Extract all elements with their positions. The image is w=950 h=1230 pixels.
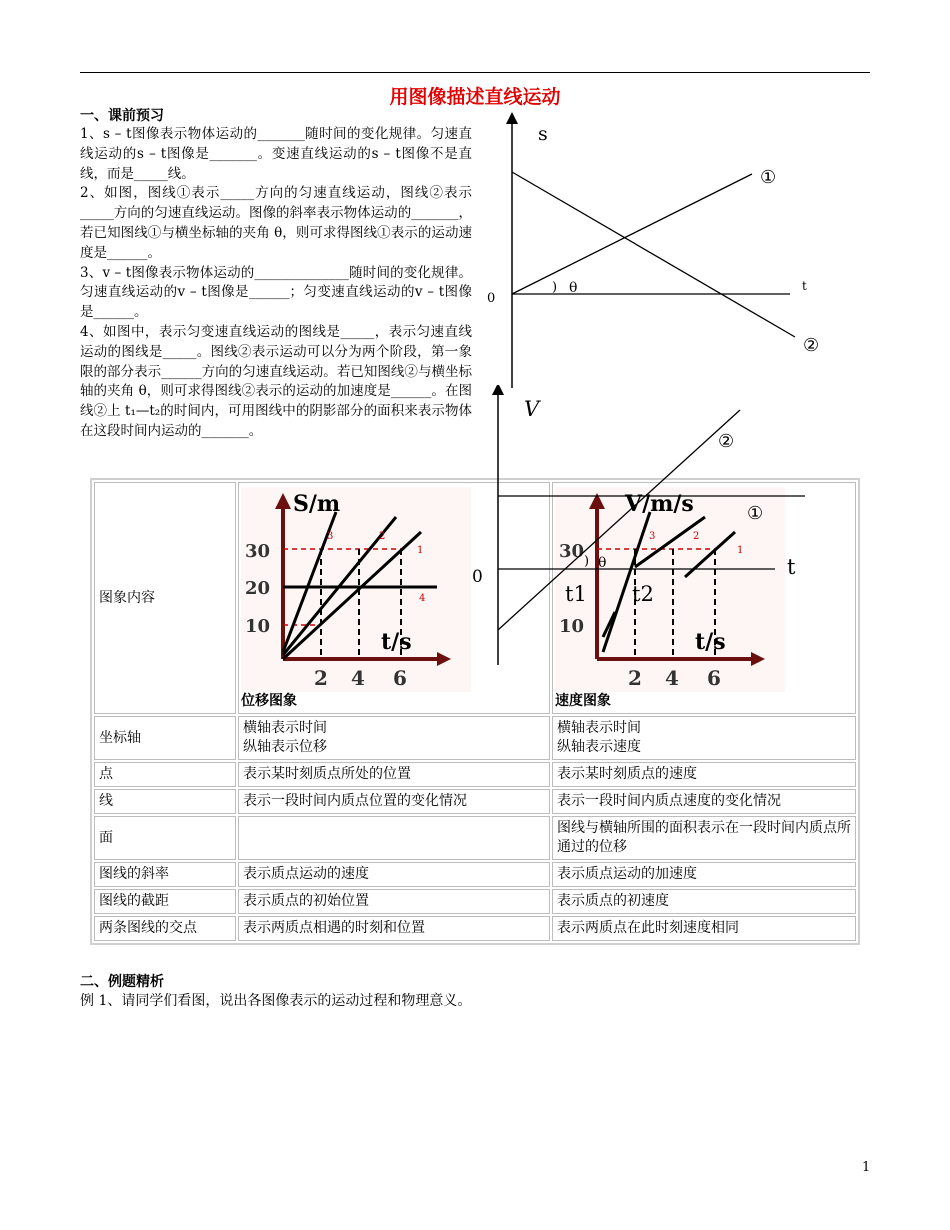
st-angle: θ	[569, 280, 578, 296]
st-line-2-label: ②	[803, 335, 820, 356]
st-angle-arc: )	[552, 280, 558, 295]
st-origin: 0	[487, 291, 496, 306]
vt-angle: θ	[598, 555, 607, 571]
st-line-1-label: ①	[760, 167, 777, 188]
disp-cell: 表示某时刻质点所处的位置	[238, 762, 550, 787]
disp-x-label: t/s	[381, 629, 412, 655]
page-number: 1	[862, 1160, 871, 1175]
vt-angle-arc: )	[584, 554, 590, 569]
table-row	[94, 762, 856, 787]
disp-y-label: S/m	[293, 491, 341, 517]
disp-line-label: 1	[417, 545, 424, 556]
row-label: 图线的截距	[94, 889, 236, 914]
disp-x-tick: 2	[314, 666, 328, 690]
disp-x-tick: 4	[351, 666, 365, 690]
page-title: 用图像描述直线运动	[389, 86, 561, 108]
table-row	[94, 862, 856, 887]
vel-cell: 表示质点运动的加速度	[552, 862, 856, 887]
question-2: 2、如图，图线①表示_____方向的匀速直线运动，图线②表示_____方向的匀速直线运动。图像的斜率表示物体运动的_______，若已知图线①与横坐标轴的夹角 θ，则可求得图线①表示的运动速度是______。	[80, 185, 472, 261]
disp-x-tick: 6	[393, 666, 407, 690]
row-label: 图线的斜率	[94, 862, 236, 887]
row-label: 点	[94, 762, 236, 787]
vel-x-tick: 6	[707, 666, 721, 690]
vel-cell: 图线与横轴所围的面积表示在一段时间内质点所通过的位移	[552, 816, 856, 860]
disp-cell: 表示一段时间内质点位置的变化情况	[238, 789, 550, 814]
table-row	[94, 789, 856, 814]
disp-cell: 表示质点运动的速度	[238, 862, 550, 887]
row-label: 面	[94, 816, 236, 860]
section-heading-examples: 二、例题精析	[80, 974, 164, 990]
vel-y-tick: 10	[559, 616, 585, 637]
vt-origin: 0	[472, 567, 483, 587]
st-line-2	[512, 172, 795, 337]
vel-y-label: V/m/s	[625, 491, 694, 517]
disp-cell: 横轴表示时间 纵轴表示位移	[238, 716, 550, 760]
table-row	[94, 916, 856, 941]
vt-t2-label: t2	[632, 582, 654, 606]
vel-cell: 表示两质点在此时刻速度相同	[552, 916, 856, 941]
example-1: 例 1、请同学们看图，说出各图像表示的运动过程和物理意义。	[80, 993, 472, 1009]
disp-y-tick: 20	[245, 578, 271, 599]
vel-x-tick: 2	[628, 666, 642, 690]
disp-header: 位移图象	[241, 693, 297, 709]
st-x-label: t	[802, 279, 807, 293]
disp-y-tick: 10	[245, 616, 271, 637]
table-row	[94, 716, 856, 760]
vt-x-label: t	[787, 555, 796, 579]
st-line-1	[512, 174, 752, 294]
vt-line-1-label: ①	[747, 503, 764, 524]
disp-cell: 表示质点的初始位置	[238, 889, 550, 914]
table-row	[94, 816, 856, 860]
vel-y-tick: 30	[559, 541, 585, 562]
question-4: 4、如图中，表示匀变速直线运动的图线是_____，表示匀速直线运动的图线是_____。图线②表示运动可以分为两个阶段，第一象限的部分表示______方向的匀速直线运动。若已知图线②与横坐标轴的夹角 θ，则可求得图线②表示的运动的加速度是______。在图线②上 t₁—t₂的时间内，可用图线中的阴影部分的面积来表示物体在这段时间内运动的_______。	[80, 323, 472, 439]
vt-line-2	[498, 410, 740, 630]
disp-line-label: 2	[379, 531, 386, 542]
disp-graph-image	[241, 487, 471, 692]
row-label: 线	[94, 789, 236, 814]
vel-x-label: t/s	[695, 629, 726, 655]
vel-cell: 横轴表示时间 纵轴表示速度	[552, 716, 856, 760]
disp-line-label: 4	[419, 593, 426, 604]
st-graph	[470, 110, 830, 395]
top-rule	[80, 72, 870, 73]
row-label: 坐标轴	[94, 716, 236, 760]
vel-line-label: 2	[693, 531, 700, 542]
question-1: 1、s – t图像表示物体运动的_______随时间的变化规律。匀速直线运动的s – t图像是_______。变速直线运动的s – t图像不是直线，而是_____线。	[80, 126, 472, 182]
vt-y-label: V	[524, 397, 540, 421]
preview-questions	[80, 125, 472, 442]
vt-graph	[460, 385, 840, 670]
disp-cell	[238, 816, 550, 860]
disp-y-tick: 30	[245, 541, 271, 562]
st-y-label: s	[538, 123, 548, 145]
vel-line-label: 1	[737, 545, 744, 556]
vel-header: 速度图象	[555, 693, 611, 709]
vel-cell: 表示一段时间内质点速度的变化情况	[552, 789, 856, 814]
disp-line-label: 3	[327, 531, 334, 542]
row-label-image: 图象内容	[94, 482, 236, 714]
row-label: 两条图线的交点	[94, 916, 236, 941]
vel-x-tick: 4	[665, 666, 679, 690]
vel-line-label: 3	[649, 531, 656, 542]
section-heading-preview: 一、课前预习	[80, 108, 164, 124]
table-row	[94, 889, 856, 914]
vt-t1-label: t1	[565, 582, 587, 606]
vel-cell: 表示某时刻质点的速度	[552, 762, 856, 787]
disp-cell: 表示两质点相遇的时刻和位置	[238, 916, 550, 941]
vel-cell: 表示质点的初速度	[552, 889, 856, 914]
vt-line-2-label: ②	[718, 431, 735, 452]
question-3: 3、v – t图像表示物体运动的______________随时间的变化规律。匀速直线运动的v – t图像是______；匀变速直线运动的v – t图像是______。	[80, 264, 472, 321]
